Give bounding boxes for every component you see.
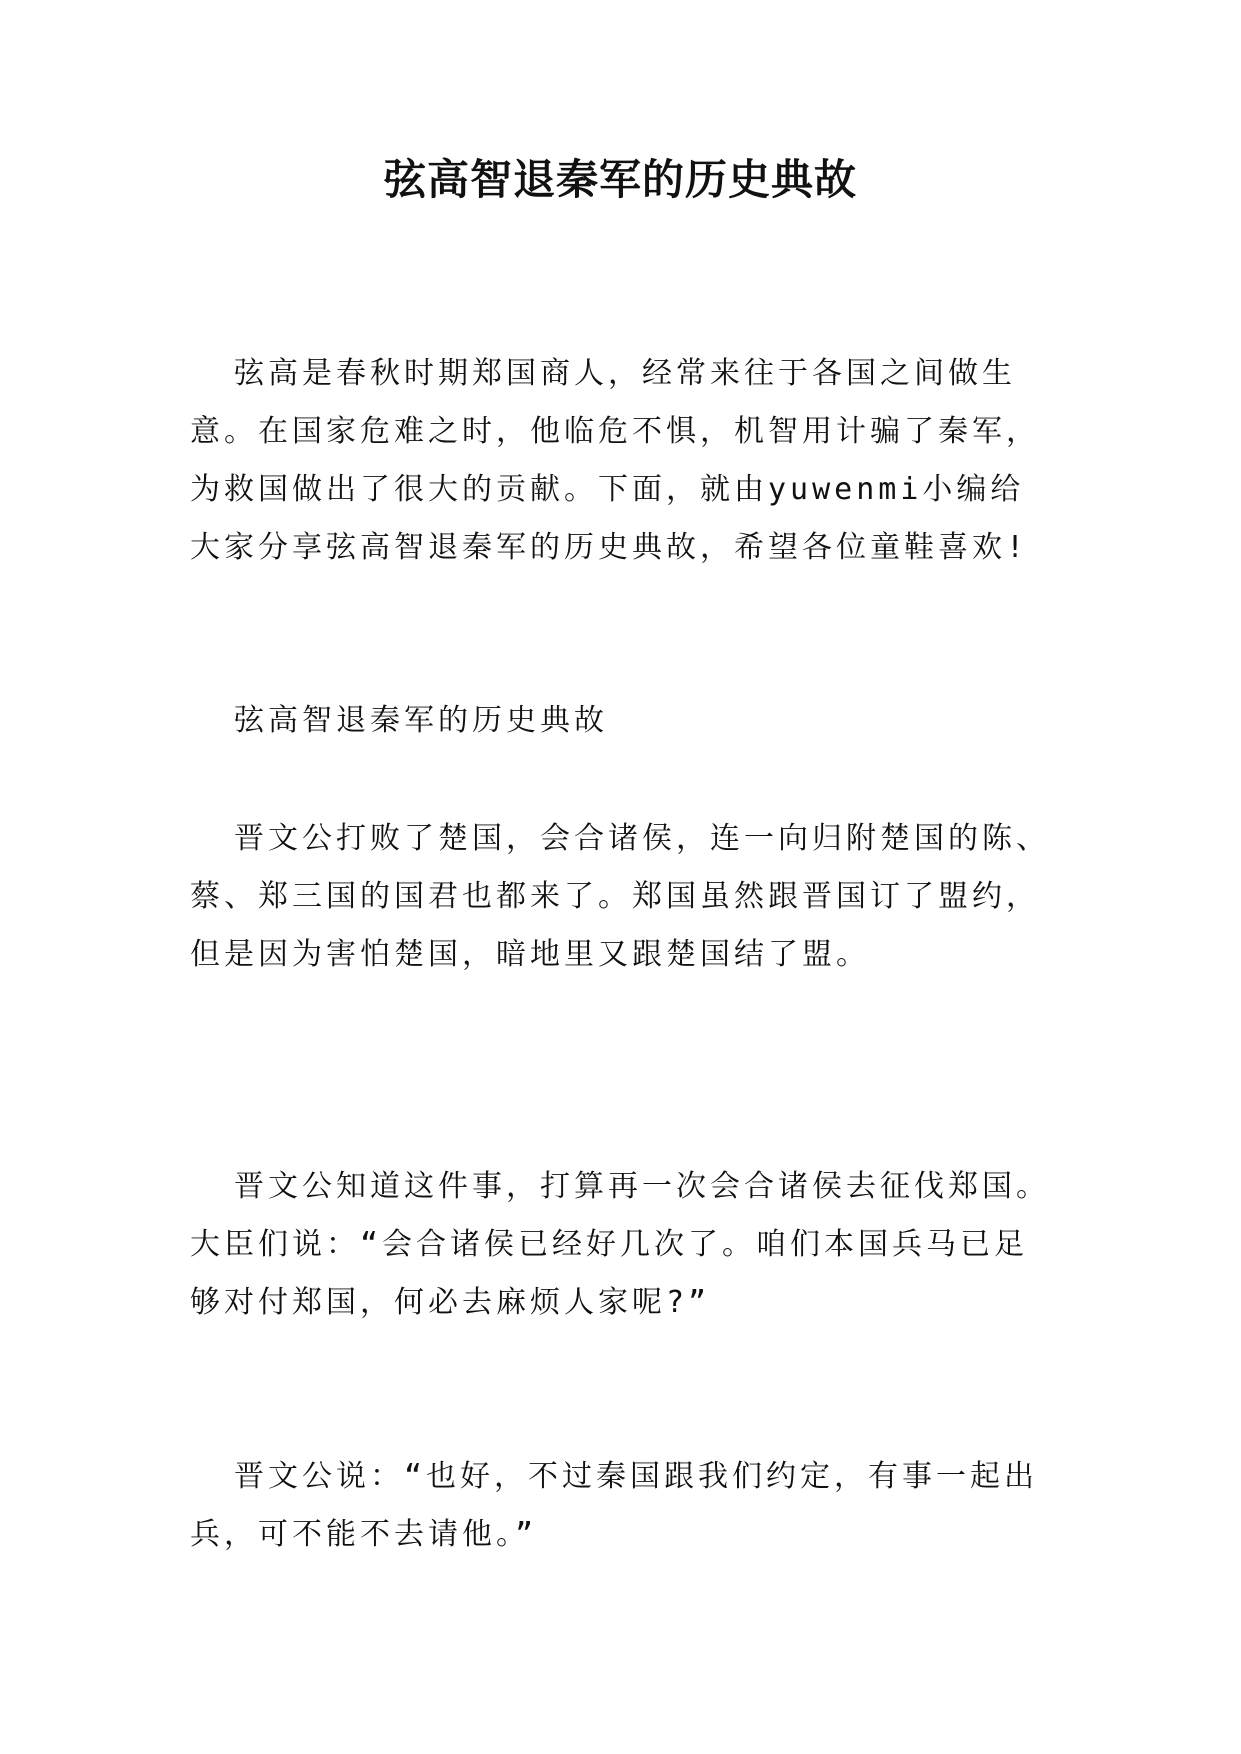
paragraph-intro: 弦高是春秋时期郑国商人，经常来往于各国之间做生意。在国家危难之时，他临危不惧，机智用计骗了秦军，为救国做出了很大的贡献。下面，就由yuwenmi小编给大家分享弦高智退秦军的历史典故，希望各位童鞋喜欢! [190, 356, 1040, 565]
paragraph-story-3: 晋文公说：“也好，不过秦国跟我们约定，有事一起出兵，可不能不去请他。” [190, 1459, 1039, 1552]
paragraph-section-heading: 弦高智退秦军的历史典故 [234, 703, 608, 738]
document-title: 弦高智退秦军的历史典故 [383, 155, 857, 204]
paragraph-story-2: 晋文公知道这件事，打算再一次会合诸侯去征伐郑国。大臣们说：“会合诸侯已经好几次了。咱们本国兵马已足够对付郑国，何必去麻烦人家呢?” [190, 1169, 1050, 1320]
paragraph-story-1: 晋文公打败了楚国，会合诸侯，连一向归附楚国的陈、蔡、郑三国的国君也都来了。郑国虽然跟晋国订了盟约，但是因为害怕楚国，暗地里又跟楚国结了盟。 [190, 821, 1050, 972]
